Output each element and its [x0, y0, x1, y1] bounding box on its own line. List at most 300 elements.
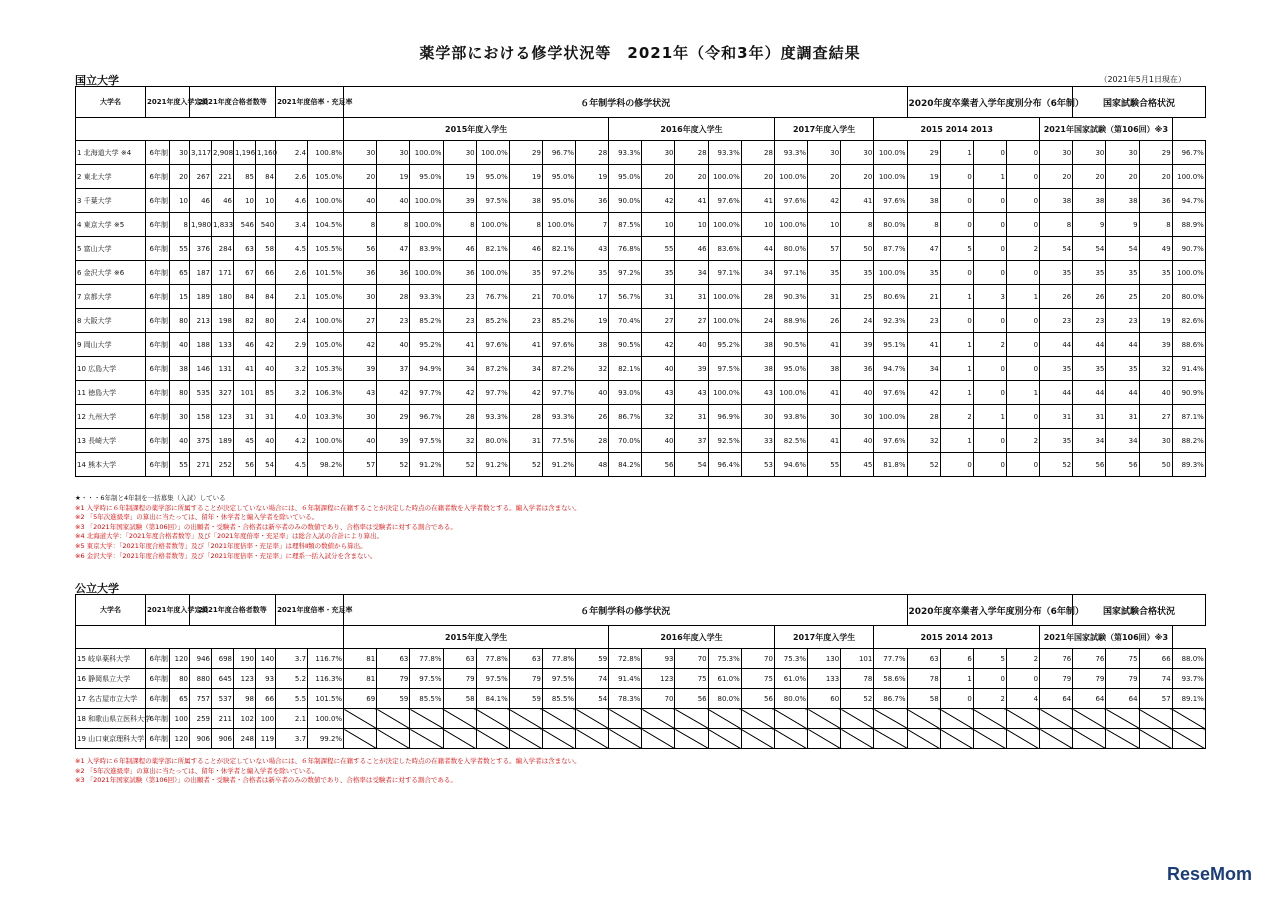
public-study-cell	[377, 709, 410, 729]
national-study-cell: 80.0%	[1172, 285, 1205, 309]
public-study-cell: 52	[841, 689, 874, 709]
national-study-cell: 87.7%	[874, 237, 907, 261]
national-cell: 1,196	[234, 141, 256, 165]
public-notes	[75, 757, 581, 786]
national-study-cell: 8	[907, 213, 940, 237]
public-study-cell: 79	[377, 669, 410, 689]
national-study-cell: 85.2%	[542, 309, 575, 333]
national-study-cell: 31	[675, 285, 708, 309]
national-study-cell: 55	[642, 237, 675, 261]
national-study-cell: 30	[808, 141, 841, 165]
public-study-cell: 64	[1073, 689, 1106, 709]
national-study-cell: 100.0%	[410, 189, 443, 213]
public-study-cell: 76	[1040, 649, 1073, 669]
public-study-cell	[907, 729, 940, 749]
public-study-cell: 85.5%	[542, 689, 575, 709]
public-study-cell	[973, 729, 1006, 749]
national-cell: 82	[234, 309, 256, 333]
national-study-cell: 28	[509, 405, 542, 429]
national-cell: 4.2	[276, 429, 308, 453]
national-study-cell: 100.0%	[708, 213, 741, 237]
national-study-cell: 90.3%	[774, 285, 807, 309]
national-study-cell: 0	[973, 309, 1006, 333]
national-study-cell: 21	[509, 285, 542, 309]
public-study-cell: 93	[642, 649, 675, 669]
national-cell: 46	[234, 333, 256, 357]
public-study-cell: 0	[1006, 669, 1039, 689]
public-study-cell: 61.0%	[774, 669, 807, 689]
national-study-cell: 0	[940, 165, 973, 189]
national-study-cell: 25	[841, 285, 874, 309]
national-study-cell: 1	[973, 405, 1006, 429]
national-cell: 103.3%	[308, 405, 344, 429]
national-note: ※3 「2021年国家試験（第106回）」の出願者・受験者・合格者は新卒者のみの数値であり、合格率は受験者に対する割合である。	[75, 522, 457, 531]
national-cell: 100.8%	[308, 141, 344, 165]
national-study-cell: 46	[509, 237, 542, 261]
national-cell: 327	[212, 381, 234, 405]
national-study-cell: 1	[940, 141, 973, 165]
public-study-cell	[1106, 709, 1139, 729]
national-study-cell: 95.0%	[609, 165, 642, 189]
national-cell: 4.0	[276, 405, 308, 429]
public-study-cell	[675, 709, 708, 729]
national-study-cell: 94.7%	[874, 357, 907, 381]
national-cell: 6年制	[146, 141, 170, 165]
national-cell: 376	[190, 237, 212, 261]
national-study-cell: 97.5%	[476, 189, 509, 213]
national-study-cell: 40	[841, 429, 874, 453]
national-study-cell: 31	[509, 429, 542, 453]
public-study-cell: 74	[576, 669, 609, 689]
national-cell: 67	[234, 261, 256, 285]
public-cell: 65	[170, 689, 190, 709]
national-study-cell: 97.5%	[410, 429, 443, 453]
national-study-cell: 93.8%	[774, 405, 807, 429]
national-study-cell: 36	[841, 357, 874, 381]
national-study-cell: 80.0%	[774, 237, 807, 261]
national-cell: 20	[170, 165, 190, 189]
national-study-cell: 40	[377, 333, 410, 357]
national-study-cell: 55	[808, 453, 841, 477]
national-study-cell: 88.9%	[774, 309, 807, 333]
national-cell: 375	[190, 429, 212, 453]
public-cell: 15 岐阜薬科大学	[76, 649, 146, 669]
national-cell: 6年制	[146, 333, 170, 357]
national-study-cell: 38	[1106, 189, 1139, 213]
national-cell: 3 千葉大学	[76, 189, 146, 213]
national-cell: 84	[256, 285, 276, 309]
national-study-cell: 100.0%	[476, 261, 509, 285]
national-study-cell: 57	[808, 237, 841, 261]
public-study-cell: 78	[841, 669, 874, 689]
public-study-cell	[1139, 709, 1172, 729]
national-study-cell: 96.7%	[410, 405, 443, 429]
public-study-cell: 91.4%	[609, 669, 642, 689]
public-study-cell: 70	[675, 649, 708, 669]
national-study-cell: 100.0%	[708, 165, 741, 189]
national-study-cell: 94.7%	[1172, 189, 1205, 213]
national-study-cell: 2	[1006, 237, 1039, 261]
national-study-cell: 1	[940, 429, 973, 453]
national-study-cell: 100.0%	[410, 141, 443, 165]
national-study-cell: 28	[443, 405, 476, 429]
public-study-cell: 77.8%	[410, 649, 443, 669]
national-cell: 2.6	[276, 165, 308, 189]
national-study-cell: 76.8%	[609, 237, 642, 261]
national-study-cell: 31	[642, 285, 675, 309]
national-cell: 63	[234, 237, 256, 261]
national-study-cell: 34	[741, 261, 774, 285]
national-cell: 7 京都大学	[76, 285, 146, 309]
national-note: ※1 入学時に６年制課程の薬学部に所属することが決定していない場合には、６年制課程に在籍することが決定した時点の在籍者数を入学者数とする。編入学者は含まない。	[75, 503, 581, 512]
national-study-cell: 41	[443, 333, 476, 357]
national-study-cell: 83.6%	[708, 237, 741, 261]
national-study-cell: 81.8%	[874, 453, 907, 477]
national-study-cell: 90.7%	[1172, 237, 1205, 261]
national-study-cell: 95.0%	[542, 189, 575, 213]
national-study-cell: 46	[443, 237, 476, 261]
public-study-cell: 79	[1106, 669, 1139, 689]
public-study-cell: 1	[940, 669, 973, 689]
national-study-cell: 100.0%	[774, 213, 807, 237]
national-study-cell: 0	[973, 189, 1006, 213]
national-study-cell: 90.5%	[609, 333, 642, 357]
national-study-cell: 95.1%	[874, 333, 907, 357]
national-cell: 133	[212, 333, 234, 357]
national-study-cell: 96.9%	[708, 405, 741, 429]
public-study-cell	[509, 729, 542, 749]
national-cell: 2.6	[276, 261, 308, 285]
table-row	[76, 261, 1206, 285]
national-note: ※5 東京大学：「2021年度合格者数等」及び「2021年度倍率・充足率」は理科Ⅱ類の数値から算出。	[75, 541, 367, 550]
national-study-cell: 34	[443, 357, 476, 381]
national-study-cell: 97.1%	[774, 261, 807, 285]
national-study-cell: 23	[377, 309, 410, 333]
public-study-cell: 58.6%	[874, 669, 907, 689]
national-study-cell: 32	[576, 357, 609, 381]
public-study-cell	[841, 729, 874, 749]
public-study-cell: 77.7%	[874, 649, 907, 669]
national-study-cell: 29	[1139, 141, 1172, 165]
national-cell: 189	[212, 429, 234, 453]
national-subheader-1: 2015年度入学生	[344, 118, 609, 141]
national-header-2: 2021年度合格者数等	[190, 87, 276, 118]
national-study-cell: 23	[907, 309, 940, 333]
national-study-cell: 42	[344, 333, 377, 357]
national-study-cell: 96.7%	[1172, 141, 1205, 165]
national-study-cell: 32	[443, 429, 476, 453]
public-cell: 757	[190, 689, 212, 709]
public-study-cell	[808, 709, 841, 729]
public-study-cell	[377, 729, 410, 749]
national-study-cell: 76.7%	[476, 285, 509, 309]
public-study-cell	[708, 709, 741, 729]
public-cell: 3.7	[276, 729, 308, 749]
national-study-cell: 80.0%	[476, 429, 509, 453]
public-study-cell	[1040, 729, 1073, 749]
national-cell: 1 北海道大学 ※4	[76, 141, 146, 165]
national-study-cell: 93.0%	[609, 381, 642, 405]
national-study-cell: 93.3%	[410, 285, 443, 309]
public-cell: 906	[212, 729, 234, 749]
national-cell: 80	[256, 309, 276, 333]
national-study-cell: 38	[741, 333, 774, 357]
national-cell: 1,833	[212, 213, 234, 237]
national-study-cell: 43	[642, 381, 675, 405]
public-study-cell	[542, 709, 575, 729]
national-study-cell: 88.2%	[1172, 429, 1205, 453]
national-cell: 12 九州大学	[76, 405, 146, 429]
national-study-cell: 30	[344, 285, 377, 309]
national-cell: 100.0%	[308, 309, 344, 333]
national-study-cell: 95.0%	[476, 165, 509, 189]
national-notes	[75, 494, 581, 561]
national-cell: 10	[170, 189, 190, 213]
national-study-cell: 0	[1006, 213, 1039, 237]
national-study-cell: 35	[576, 261, 609, 285]
national-study-cell: 30	[344, 141, 377, 165]
public-cell: 2.1	[276, 709, 308, 729]
national-study-cell: 30	[344, 405, 377, 429]
national-cell: 189	[190, 285, 212, 309]
national-study-cell: 34	[675, 261, 708, 285]
public-study-cell: 97.5%	[410, 669, 443, 689]
national-study-cell: 82.1%	[542, 237, 575, 261]
national-study-cell: 35	[808, 261, 841, 285]
public-cell: 123	[234, 669, 256, 689]
national-cell: 8 大阪大学	[76, 309, 146, 333]
public-cell: 6年制	[146, 649, 170, 669]
national-study-cell: 44	[1040, 381, 1073, 405]
national-study-cell: 20	[675, 165, 708, 189]
national-study-cell: 35	[1073, 357, 1106, 381]
national-study-cell: 30	[1073, 141, 1106, 165]
public-cell: 6年制	[146, 669, 170, 689]
national-cell: 6年制	[146, 453, 170, 477]
national-study-cell: 36	[377, 261, 410, 285]
national-subheader-5: 2021年国家試験（第106回）※3	[1040, 118, 1173, 141]
national-cell: 188	[190, 333, 212, 357]
national-study-cell: 32	[642, 405, 675, 429]
national-study-cell: 93.3%	[542, 405, 575, 429]
public-study-cell: 85.5%	[410, 689, 443, 709]
public-cell: 880	[190, 669, 212, 689]
public-study-cell: 66	[1139, 649, 1172, 669]
national-study-cell: 100.0%	[476, 141, 509, 165]
national-cell: 2.4	[276, 309, 308, 333]
public-cell: 698	[212, 649, 234, 669]
national-study-cell: 53	[741, 453, 774, 477]
national-study-cell: 87.5%	[609, 213, 642, 237]
public-study-cell: 97.5%	[542, 669, 575, 689]
national-study-cell: 57	[344, 453, 377, 477]
national-study-cell: 1	[940, 381, 973, 405]
national-study-cell: 29	[509, 141, 542, 165]
national-study-cell: 93.3%	[708, 141, 741, 165]
national-cell: 158	[190, 405, 212, 429]
public-study-cell: 6	[940, 649, 973, 669]
national-study-cell: 95.2%	[708, 333, 741, 357]
national-study-cell: 50	[841, 237, 874, 261]
national-cell: 30	[170, 141, 190, 165]
national-study-cell: 92.5%	[708, 429, 741, 453]
public-header-3: 2021年度倍率・充足率	[276, 595, 344, 626]
national-cell: 41	[234, 357, 256, 381]
public-cell: 18 和歌山県立医科大学	[76, 709, 146, 729]
national-study-cell: 35	[1139, 261, 1172, 285]
national-cell: 4 東京大学 ※5	[76, 213, 146, 237]
national-cell: 252	[212, 453, 234, 477]
national-cell: 6年制	[146, 189, 170, 213]
national-study-cell: 41	[808, 333, 841, 357]
public-cell: 80	[170, 669, 190, 689]
public-cell: 190	[234, 649, 256, 669]
national-cell: 80	[170, 309, 190, 333]
national-study-cell: 34	[1073, 429, 1106, 453]
public-study-cell: 78	[907, 669, 940, 689]
national-study-cell: 41	[907, 333, 940, 357]
public-cell: 120	[170, 649, 190, 669]
national-study-cell: 26	[808, 309, 841, 333]
national-study-cell: 28	[675, 141, 708, 165]
national-cell: 31	[234, 405, 256, 429]
public-section-label: 公立大学	[75, 582, 119, 595]
national-study-cell: 10	[741, 213, 774, 237]
national-study-cell: 50	[1139, 453, 1172, 477]
national-study-cell: 30	[741, 405, 774, 429]
national-cell: 3.2	[276, 381, 308, 405]
national-study-cell: 2	[940, 405, 973, 429]
national-study-cell: 92.3%	[874, 309, 907, 333]
national-study-cell: 26	[1073, 285, 1106, 309]
table-row	[76, 649, 1206, 669]
public-study-cell	[1073, 709, 1106, 729]
national-cell: 85	[234, 165, 256, 189]
national-study-cell: 36	[576, 189, 609, 213]
national-study-cell: 100.0%	[874, 165, 907, 189]
public-study-cell: 0	[973, 669, 1006, 689]
public-study-cell	[1006, 709, 1039, 729]
national-study-cell: 83.9%	[410, 237, 443, 261]
public-subheader-0	[76, 626, 344, 649]
public-cell: 66	[256, 689, 276, 709]
national-study-cell: 40	[377, 189, 410, 213]
public-note: ※3 「2021年国家試験（第106回）」の出願者・受験者・合格者は新卒者のみの数値であり、合格率は受験者に対する割合である。	[75, 776, 457, 785]
national-table	[75, 86, 1205, 492]
national-study-cell: 52	[377, 453, 410, 477]
public-study-cell: 63	[907, 649, 940, 669]
national-cell: 58	[256, 237, 276, 261]
national-study-cell: 19	[443, 165, 476, 189]
national-study-cell: 19	[509, 165, 542, 189]
national-study-cell: 28	[576, 141, 609, 165]
national-cell: 14 熊本大学	[76, 453, 146, 477]
national-header-5: 2020年度卒業者入学年度別分布（6年制）	[907, 87, 1073, 118]
national-study-cell: 85.2%	[476, 309, 509, 333]
national-study-cell: 93.3%	[476, 405, 509, 429]
national-study-cell: 30	[841, 405, 874, 429]
national-study-cell: 36	[344, 261, 377, 285]
national-study-cell: 40	[642, 429, 675, 453]
national-cell: 106.3%	[308, 381, 344, 405]
national-cell: 3.4	[276, 213, 308, 237]
national-study-cell: 41	[808, 429, 841, 453]
national-study-cell: 33	[741, 429, 774, 453]
public-study-cell: 86.7%	[874, 689, 907, 709]
table-row	[76, 165, 1206, 189]
national-cell: 6年制	[146, 381, 170, 405]
national-study-cell: 0	[940, 261, 973, 285]
public-study-cell: 4	[1006, 689, 1039, 709]
public-study-cell: 61.0%	[708, 669, 741, 689]
national-study-cell: 0	[973, 357, 1006, 381]
national-study-cell: 36	[1139, 189, 1172, 213]
national-cell: 271	[190, 453, 212, 477]
national-note: ※4 北海道大学：「2021年度合格者数等」及び「2021年度倍率・充足率」は総合入試の合計により算出。	[75, 532, 383, 541]
national-study-cell: 39	[377, 429, 410, 453]
national-cell: 6年制	[146, 285, 170, 309]
national-study-cell: 43	[576, 237, 609, 261]
national-study-cell: 40	[576, 381, 609, 405]
national-cell: 11 徳島大学	[76, 381, 146, 405]
national-study-cell: 97.6%	[542, 333, 575, 357]
national-study-cell: 47	[907, 237, 940, 261]
public-study-cell	[675, 729, 708, 749]
national-study-cell: 38	[576, 333, 609, 357]
national-section-label: 国立大学	[75, 74, 119, 87]
national-cell: 171	[212, 261, 234, 285]
public-study-cell: 78.3%	[609, 689, 642, 709]
public-study-cell: 58	[907, 689, 940, 709]
public-study-cell: 63	[443, 649, 476, 669]
national-study-cell: 38	[808, 357, 841, 381]
national-study-cell: 82.6%	[1172, 309, 1205, 333]
public-study-cell	[410, 729, 443, 749]
public-study-cell	[841, 709, 874, 729]
national-study-cell: 42	[907, 381, 940, 405]
public-study-cell: 69	[344, 689, 377, 709]
public-study-cell	[344, 729, 377, 749]
national-study-cell: 19	[1139, 309, 1172, 333]
national-study-cell: 97.5%	[708, 357, 741, 381]
national-study-cell: 82.1%	[476, 237, 509, 261]
national-study-cell: 23	[443, 309, 476, 333]
national-study-cell: 90.9%	[1172, 381, 1205, 405]
national-study-cell: 40	[841, 381, 874, 405]
national-cell: 2.9	[276, 333, 308, 357]
public-study-cell	[874, 729, 907, 749]
national-study-cell: 42	[509, 381, 542, 405]
national-study-cell: 70.4%	[609, 309, 642, 333]
national-cell: 9 岡山大学	[76, 333, 146, 357]
national-study-cell: 90.5%	[774, 333, 807, 357]
national-study-cell: 42	[642, 333, 675, 357]
national-study-cell: 97.6%	[874, 429, 907, 453]
national-study-cell: 25	[1106, 285, 1139, 309]
public-cell: 19 山口東京理科大学	[76, 729, 146, 749]
national-study-cell: 56	[642, 453, 675, 477]
public-study-cell: 56	[675, 689, 708, 709]
national-cell: 101.5%	[308, 261, 344, 285]
public-study-cell	[410, 709, 443, 729]
public-cell: 5.5	[276, 689, 308, 709]
table-row	[76, 669, 1206, 689]
national-cell: 198	[212, 309, 234, 333]
public-study-cell: 56	[741, 689, 774, 709]
national-study-cell: 100.0%	[708, 309, 741, 333]
public-cell: 116.7%	[308, 649, 344, 669]
national-study-cell: 27	[1139, 405, 1172, 429]
